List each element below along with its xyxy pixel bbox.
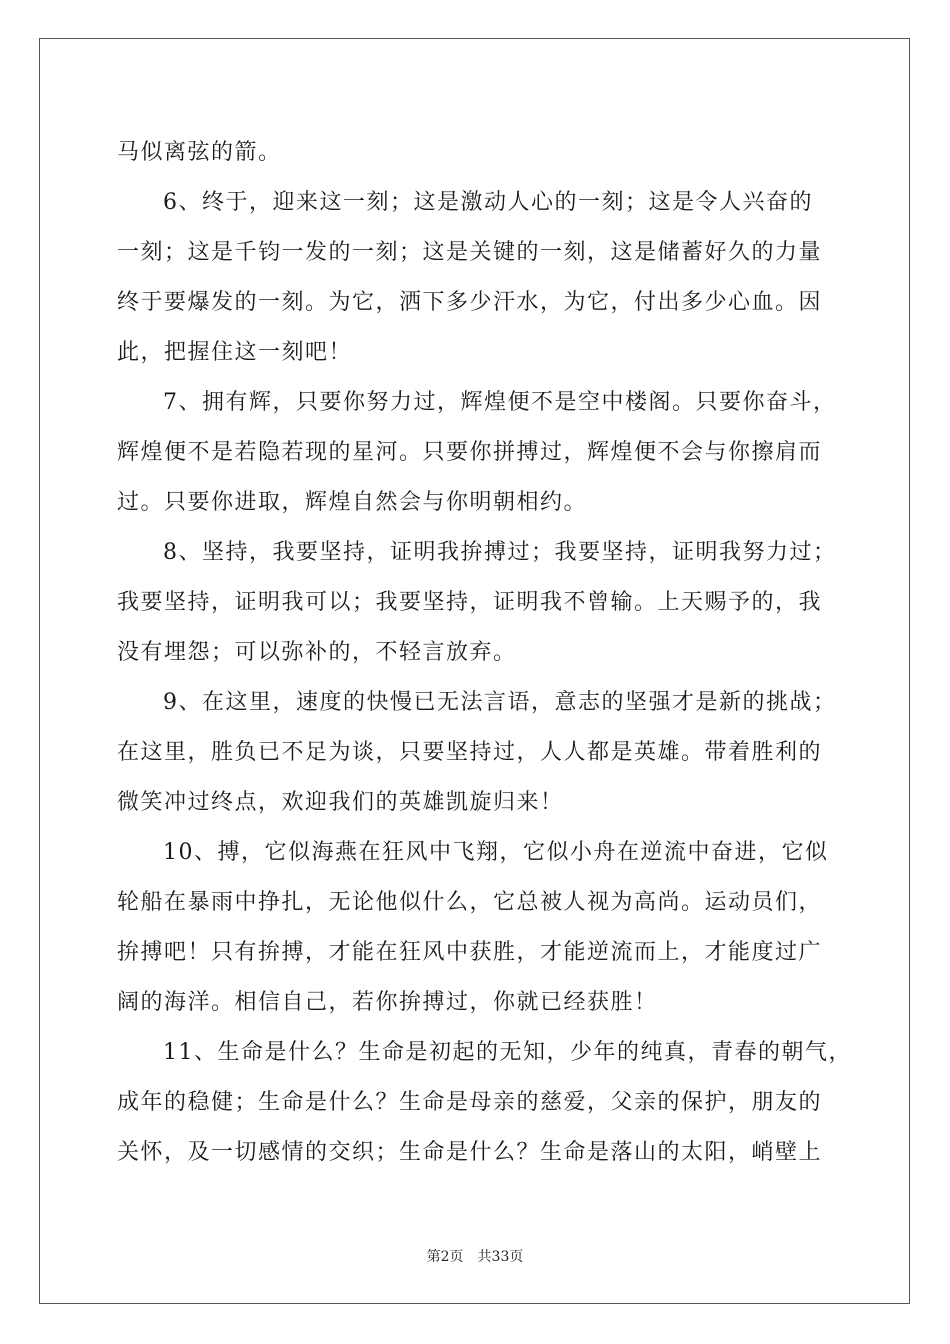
text-line: 关怀，及一切感情的交织；生命是什么？生命是落山的太阳，峭壁上 bbox=[117, 1140, 823, 1165]
page-number: 第2页 bbox=[426, 1249, 464, 1265]
text-line: 在这里，胜负已不足为谈，只要坚持过，人人都是英雄。带着胜利的 bbox=[117, 740, 823, 765]
text-line: 微笑冲过终点，欢迎我们的英雄凯旋归来！ bbox=[117, 790, 564, 815]
text-line: 轮船在暴雨中挣扎，无论他似什么，它总被人视为高尚。运动员们， bbox=[117, 890, 823, 915]
text-line: 9、在这里，速度的快慢已无法言语，意志的坚强才是新的挑战； bbox=[163, 690, 837, 715]
text-line: 我要坚持，证明我可以；我要坚持，证明我不曾输。上天赐予的，我 bbox=[117, 590, 823, 615]
text-line: 拚搏吧！只有拚搏，才能在狂风中获胜，才能逆流而上，才能度过广 bbox=[117, 940, 823, 965]
text-line: 11、生命是什么？生命是初起的无知，少年的纯真，青春的朝气， bbox=[163, 1040, 852, 1065]
text-line: 一刻；这是千钧一发的一刻；这是关键的一刻，这是储蓄好久的力量 bbox=[117, 240, 823, 265]
text-line: 阔的海洋。相信自己，若你拚搏过，你就已经获胜！ bbox=[117, 990, 658, 1015]
text-line: 终于要爆发的一刻。为它，洒下多少汗水，为它，付出多少心血。因 bbox=[117, 290, 823, 315]
text-line: 10、搏，它似海燕在狂风中飞翔，它似小舟在逆流中奋进，它似 bbox=[163, 840, 829, 865]
document-body bbox=[117, 128, 852, 1178]
text-line: 此，把握住这一刻吧！ bbox=[117, 340, 353, 365]
page-total: 共33页 bbox=[477, 1249, 524, 1265]
page-footer bbox=[0, 1247, 950, 1267]
text-line: 8、坚持，我要坚持，证明我拚搏过；我要坚持，证明我努力过； bbox=[163, 540, 837, 565]
text-line: 6、终于，迎来这一刻；这是激动人心的一刻；这是令人兴奋的 bbox=[163, 190, 813, 215]
text-line: 没有埋怨；可以弥补的，不轻言放弃。 bbox=[117, 640, 517, 665]
text-line: 7、拥有辉，只要你努力过，辉煌便不是空中楼阁。只要你奋斗， bbox=[163, 390, 837, 415]
text-line: 马似离弦的箭。 bbox=[117, 140, 282, 165]
text-line: 辉煌便不是若隐若现的星河。只要你拼搏过，辉煌便不会与你擦肩而 bbox=[117, 440, 823, 465]
text-line: 成年的稳健；生命是什么？生命是母亲的慈爱，父亲的保护，朋友的 bbox=[117, 1090, 823, 1115]
text-line: 过。只要你进取，辉煌自然会与你明朝相约。 bbox=[117, 490, 588, 515]
